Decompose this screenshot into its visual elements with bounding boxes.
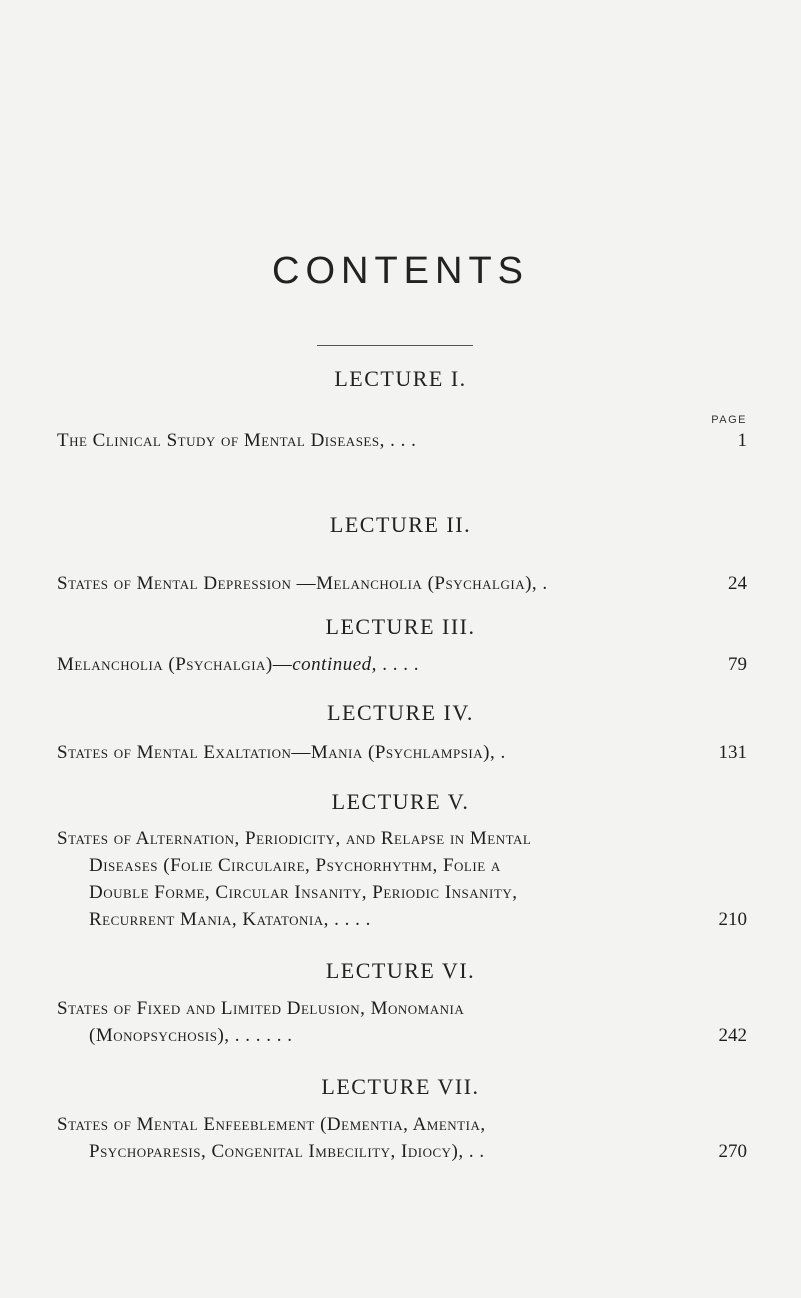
title-divider: [317, 345, 473, 346]
lecture-3-title-continued: continued,: [292, 654, 377, 675]
lecture-7-page: 270: [718, 1141, 747, 1162]
lecture-3-title-prefix: Melancholia (Psychalgia)—: [57, 654, 293, 675]
lecture-3-title-leaders: . . . .: [376, 654, 419, 675]
lecture-1-page: 1: [737, 430, 747, 451]
lecture-7-heading: LECTURE VII.: [321, 1074, 480, 1099]
lecture-6-title-line-2: (Monopsychosis), . . . . . .: [89, 1025, 293, 1046]
lecture-7-title-line-1: States of Mental Enfeeblement (Dementia, Amentia,: [57, 1114, 486, 1135]
lecture-1-title: The Clinical Study of Mental Diseases, . . .: [57, 430, 417, 451]
lecture-5-title-line-3: Double Forme, Circular Insanity, Periodic Insanity,: [89, 882, 518, 903]
lecture-6-heading: LECTURE VI.: [325, 958, 476, 983]
lecture-2-page: 24: [728, 573, 747, 594]
lecture-6-title-line-1: States of Fixed and Limited Delusion, Monomania: [57, 998, 465, 1019]
lecture-5-title-line-2: Diseases (Folie Circulaire, Psychorhythm, Folie a: [89, 855, 501, 876]
lecture-1-heading: LECTURE I.: [334, 366, 467, 391]
lecture-7-title-line-2: Psychoparesis, Congenital Imbecility, Idiocy), . .: [89, 1141, 485, 1162]
lecture-4-page: 131: [718, 742, 747, 763]
lecture-3-title: [57, 654, 737, 676]
lecture-5-page: 210: [718, 909, 747, 930]
lecture-5-title-line-4: Recurrent Mania, Katatonia, . . . .: [89, 909, 371, 930]
page-column-label: PAGE: [711, 414, 747, 426]
lecture-5-heading: LECTURE V.: [331, 789, 470, 814]
page-title: CONTENTS: [272, 250, 529, 292]
lecture-2-heading: LECTURE II.: [329, 512, 472, 537]
lecture-3-page: 79: [728, 654, 747, 675]
lecture-6-page: 242: [718, 1025, 747, 1046]
lecture-4-title: States of Mental Exaltation—Mania (Psychlampsia), .: [57, 742, 506, 763]
lecture-2-title: States of Mental Depression —Melancholia (Psychalgia), .: [57, 573, 548, 594]
lecture-5-title-line-1: States of Alternation, Periodicity, and Relapse in Mental: [57, 828, 532, 849]
lecture-3-heading: LECTURE III.: [325, 614, 476, 639]
lecture-4-heading: LECTURE IV.: [327, 700, 474, 725]
